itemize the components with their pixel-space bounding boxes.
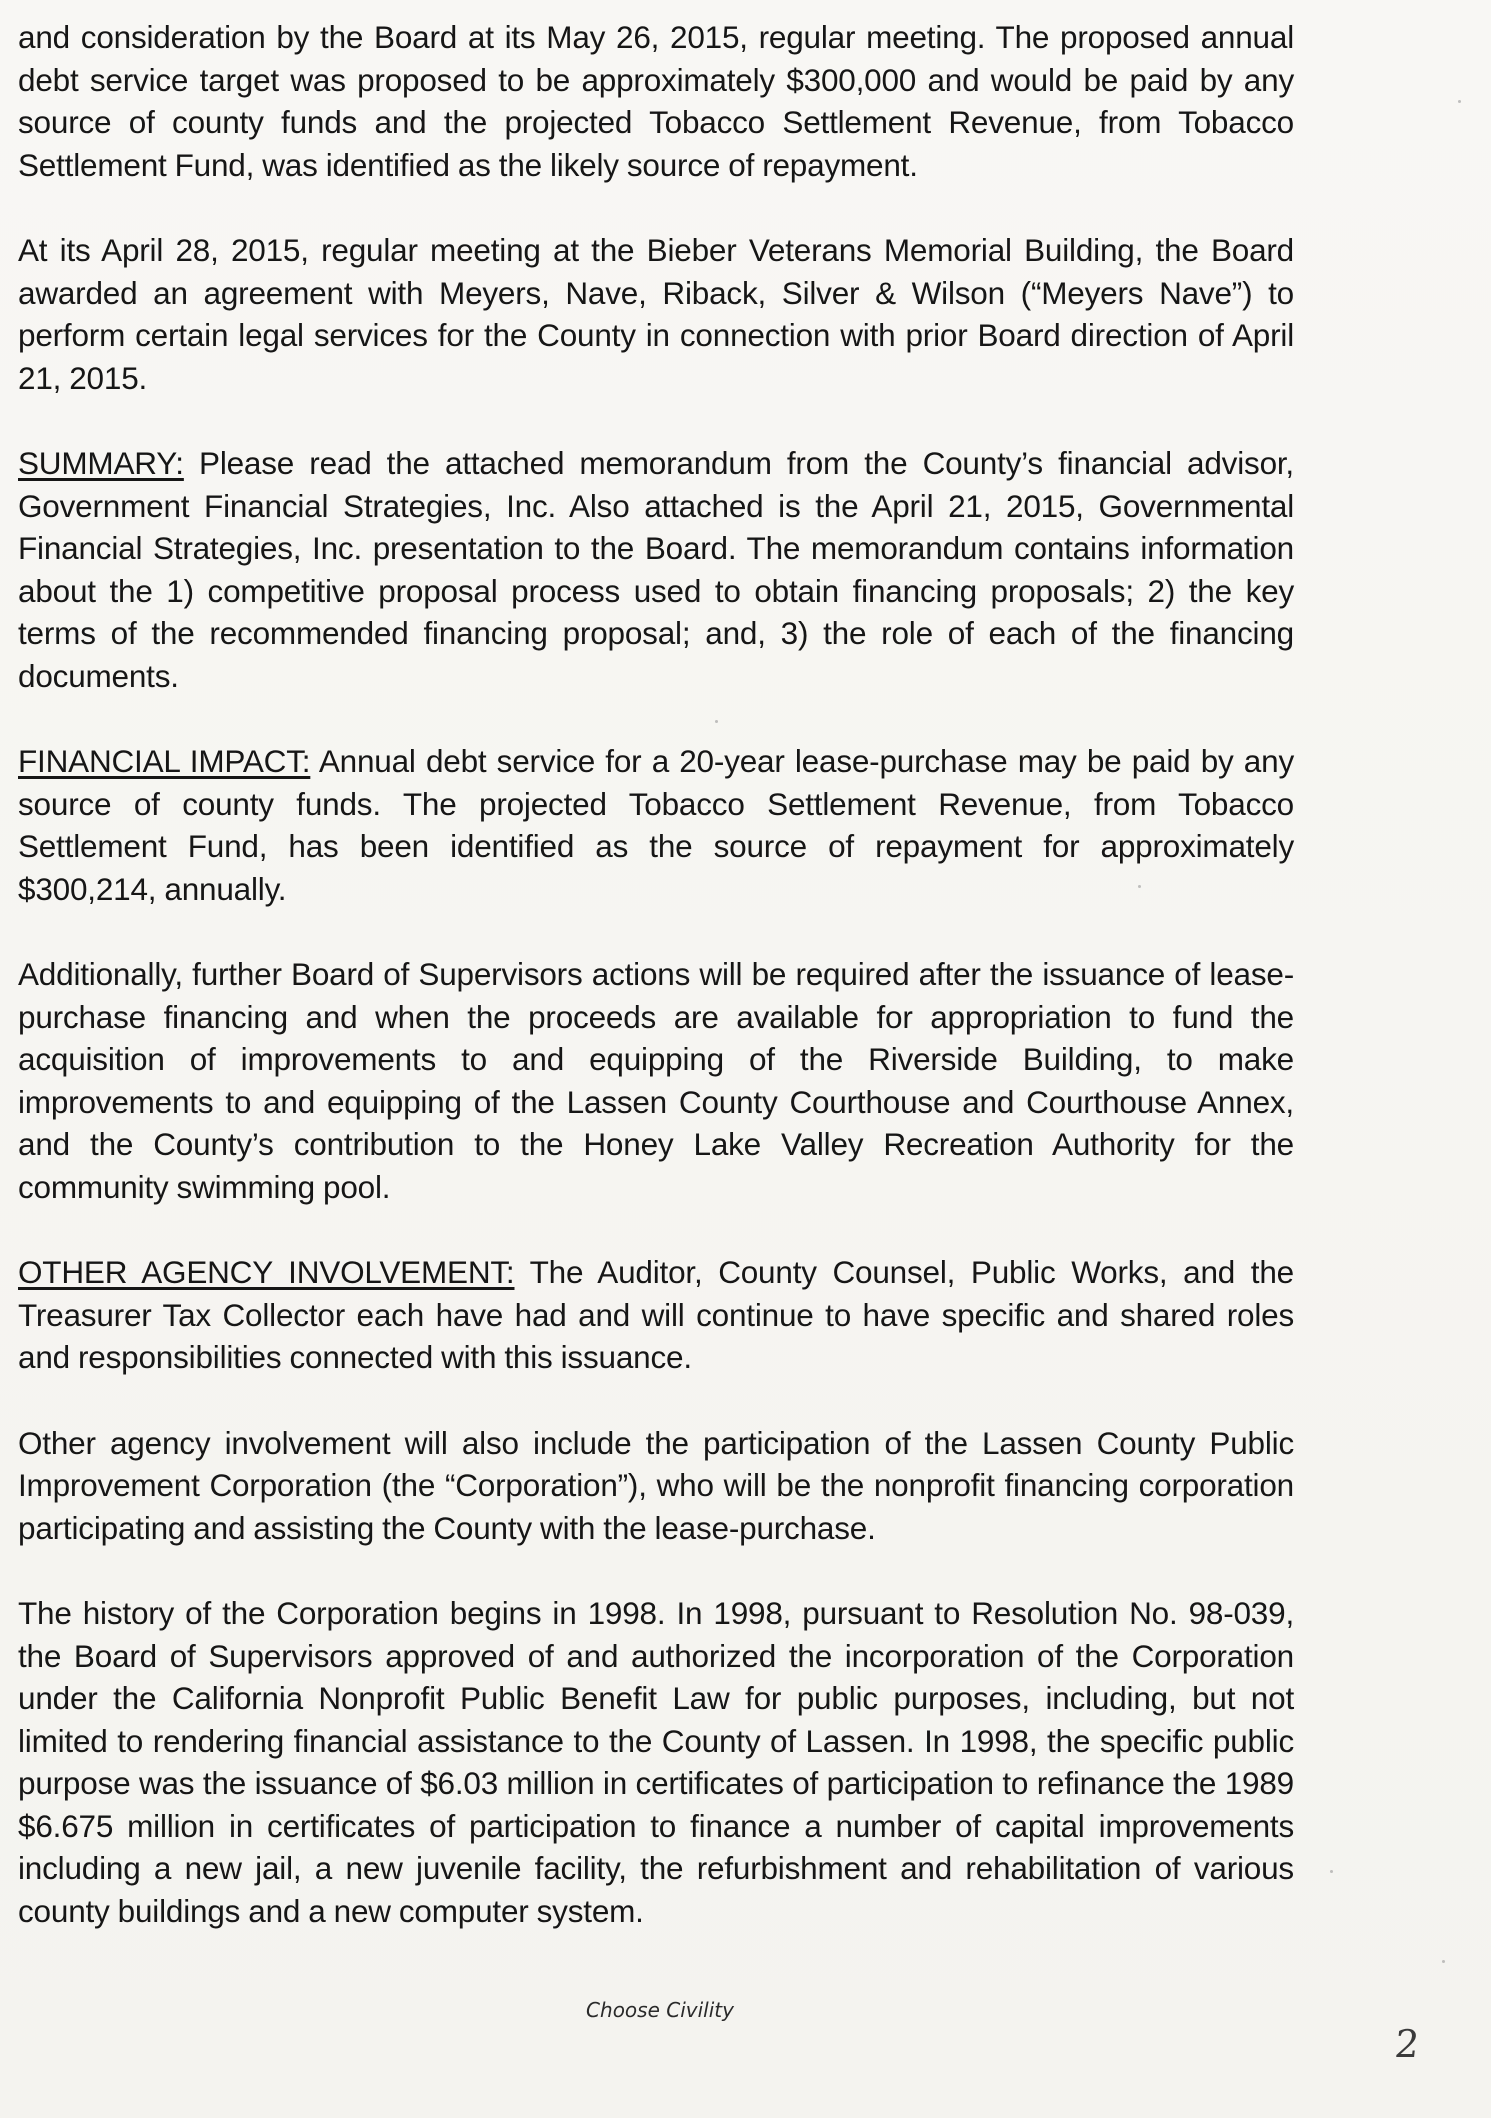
paragraph-text: Other agency involvement will also include the participation of the Lassen County Public Improvement Corporation (the “Corporation”), who will be the nonprofit financing corporation participating and assisting the County with the lease-purchase. [18, 1424, 1294, 1546]
section-heading-summary: SUMMARY: [18, 445, 184, 481]
scan-speck [1330, 1870, 1333, 1873]
paragraph-additional-actions [18, 953, 1294, 1208]
scan-speck [1442, 1960, 1445, 1963]
paragraph-summary [18, 442, 1294, 697]
section-heading-financial-impact: FINANCIAL IMPACT: [18, 743, 311, 779]
scan-speck [1138, 885, 1141, 888]
paragraph-text: Additionally, further Board of Supervisors actions will be required after the issuance of lease-purchase financing and when the proceeds are available for appropriation to fund the acquisition of improvements to and equipping of the Riverside Building, to make improvements to and equipping of the Lassen County Courthouse and Courthouse Annex, and the County’s contribution to the Honey Lake Valley Recreation Authority for the community swimming pool. [18, 956, 1294, 1205]
scan-speck [1458, 100, 1461, 103]
paragraph-text: Please read the attached memorandum from the County’s financial advisor, Government Financial Strategies, Inc. Also attached is the April 21, 2015, Governmental Financial Strategies, Inc. presentation to the Board. The memorandum contains information about the 1) competitive proposal process used to obtain financing proposals; 2) the key terms of the recommended financing proposal; and, 3) the role of each of the financing documents. [18, 445, 1294, 694]
document-body [18, 16, 1294, 1975]
paragraph-other-agency [18, 1251, 1294, 1379]
paragraph-text: The history of the Corporation begins in 1998. In 1998, pursuant to Resolution No. 98-039, the Board of Supervisors approved of and authorized the incorporation of the Corporation under the California Nonprofit Public Benefit Law for public purposes, including, but not limited to rendering financial assistance to the County of Lassen. In 1998, the specific public purpose was the issuance of $6.03 million in certificates of participation to refinance the 1989 $6.675 million in certificates of participation to finance a number of capital improvements including a new jail, a new juvenile facility, the refurbishment and rehabilitation of various county buildings and a new computer system. [18, 1595, 1294, 1929]
paragraph-financial-impact [18, 740, 1294, 910]
paragraph-corporation-participation [18, 1422, 1294, 1550]
paragraph-text: Annual debt service for a 20-year lease-purchase may be paid by any source of county funds. The projected Tobacco Settlement Revenue, from Tobacco Settlement Fund, has been identified as the source of repayment for approximately $300,214, annually. [18, 743, 1294, 907]
paragraph-text: At its April 28, 2015, regular meeting at the Bieber Veterans Memorial Building, the Board awarded an agreement with Meyers, Nave, Riback, Silver & Wilson (“Meyers Nave”) to perform certain legal services for the County in connection with prior Board direction of April 21, 2015. [18, 232, 1294, 396]
section-heading-other-agency-involvement: OTHER AGENCY INVOLVEMENT: [18, 1254, 515, 1290]
paragraph-corporation-history [18, 1592, 1294, 1932]
paragraph-legal-services [18, 229, 1294, 399]
paragraph-board-consideration [18, 16, 1294, 186]
paragraph-text: and consideration by the Board at its May 26, 2015, regular meeting. The proposed annual debt service target was proposed to be approximately $300,000 and would be paid by any source of county funds and the projected Tobacco Settlement Revenue, from Tobacco Settlement Fund, was identified as the likely source of repayment. [18, 19, 1294, 183]
scan-speck [715, 720, 718, 723]
page-footer: Choose Civility [586, 1998, 734, 2022]
handwritten-page-number: 2 [1392, 2022, 1422, 2066]
paragraph-text: The Auditor, County Counsel, Public Works, and the Treasurer Tax Collector each have had and will continue to have specific and shared roles and responsibilities connected with this issuance. [18, 1254, 1294, 1375]
